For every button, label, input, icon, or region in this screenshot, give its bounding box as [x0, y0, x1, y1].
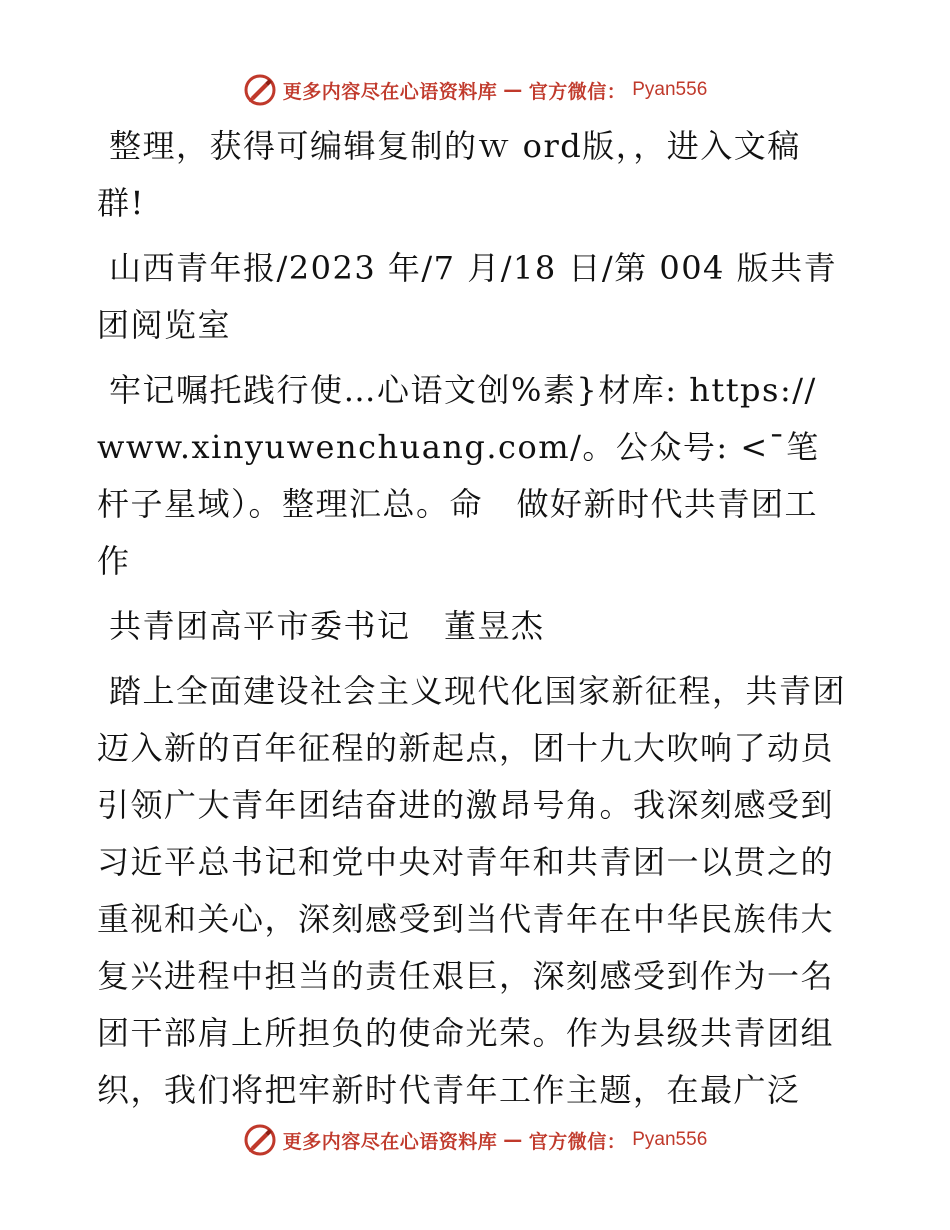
- pen-logo-icon: [243, 1123, 277, 1157]
- paragraph-intro: 整理，获得可编辑复制的ｗ ord版，，进入文稿群!: [97, 127, 801, 222]
- paragraph-body: 踏上全面建设社会主义现代化国家新征程，共青团迈入新的百年征程的新起点，团十九大吹响了动员引领广大青年团结奋进的激昂号角。我深刻感受到习近平总书记和党中央对青年和共青团一以贯之的重视和关心，深刻感受到当代青年在中华民族伟大复兴进程中担当的责任艰巨，深刻感受到作为一名团干部肩上所担负的使命光荣。作为县级共青团组织，我们将把牢新时代青年工作主题，在最广泛: [97, 672, 847, 1109]
- watermark-footer: [0, 1120, 950, 1160]
- paragraph-author: 共青团高平市委书记 董昱杰: [109, 607, 545, 645]
- paragraph-source: 山西青年报/2023 年/7 月/18 日/第 004 版共青团阅览室: [97, 249, 838, 344]
- document-body: [97, 118, 847, 1127]
- pen-logo-icon: [243, 73, 277, 107]
- watermark-dash: —: [503, 1129, 523, 1151]
- paragraph-title: 牢记嘱托践行使…心语文创%素}材库: https:// www.xinyuwenchuang.com/。公众号: <¯笔杆子星域）。整理汇总。命 做好新时代共青团工作: [97, 371, 820, 580]
- watermark-header: [0, 70, 950, 110]
- watermark-wechat-label: 官方微信：: [528, 80, 627, 103]
- watermark-wechat-label: 官方微信：: [528, 1130, 627, 1153]
- watermark-wechat-id: Pyan556: [632, 1129, 708, 1150]
- watermark-main-text: 更多内容尽在心语资料库: [282, 80, 498, 103]
- watermark-main-text: 更多内容尽在心语资料库: [282, 1130, 498, 1153]
- watermark-wechat-id: Pyan556: [632, 79, 708, 100]
- watermark-dash: —: [503, 79, 523, 101]
